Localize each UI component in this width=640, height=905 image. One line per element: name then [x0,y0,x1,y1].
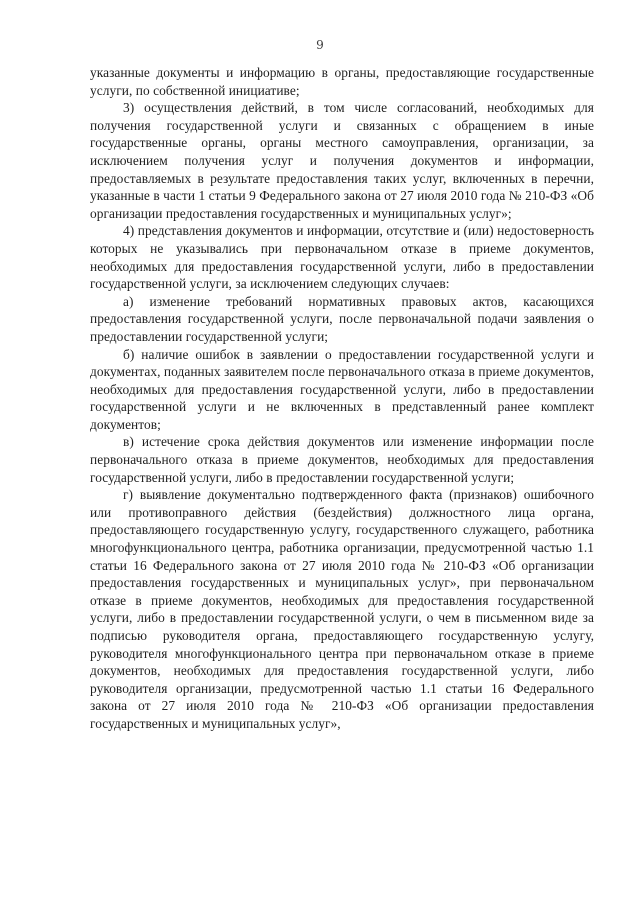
page-number: 9 [316,38,324,52]
paragraph-item-4: 4) представления документов и информации, отсутствие и (или) недостоверность которых не указывались при первоначальном отказе в приеме документов, необходимых для предоставления государственной услуги, либо в предоставлении государственной услуги, за исключением следующих случаев: [90,223,594,292]
paragraph-continuation: указанные документы и информацию в органы, предоставляющие государственные услуги, по собственной инициативе; [90,65,594,98]
paragraph-subitem-g: г) выявление документально подтвержденного факта (признаков) ошибочного или противоправного действия (бездействия) должностного лица органа, предоставляющего государственную услугу, государственного служащего, работника многофункционального центра, работника организации, предусмотренной частью 1.1 статьи 16 Федерального закона от 27 июля 2010 года № 210-ФЗ «Об организации предоставления государственных и муниципальных услуг», при первоначальном отказе в приеме документов, необходимых для предоставления государственной услуги, либо в предоставлении государственной услуги, о чем в письменном виде за подписью руководителя органа, предоставляющего государственную услугу, руководителя многофункционального центра при первоначальном отказе в приеме документов, необходимых для предоставления государственной услуги, либо руководителя организации, предусмотренной частью 1.1 статьи 16 Федерального закона от 27 июля 2010 года № 210-ФЗ «Об организации предоставления государственных и муниципальных услуг», [90,487,594,731]
paragraph-subitem-v: в) истечение срока действия документов или изменение информации после первоначального отказа в приеме документов, необходимых для предоставления государственной услуги, либо в предоставлении государственной услуги; [90,434,594,485]
paragraph-subitem-a: а) изменение требований нормативных правовых актов, касающихся предоставления государственной услуги, после первоначальной подачи заявления о предоставлении государственной услуги; [90,293,594,344]
paragraph-item-3: 3) осуществления действий, в том числе согласований, необходимых для получения государственной услуги и связанных с обращением в иные государственные органы, органы местного самоуправления, организации, за исключением получения услуг и получения документов и информации, предоставляемых в результате предоставления таких услуг, включенных в перечни, указанные в части 1 статьи 9 Федерального закона от 27 июля 2010 года № 210-ФЗ «Об организации предоставления государственных и муниципальных услуг»; [90,100,594,221]
document-body [90,64,594,733]
paragraph-subitem-b: б) наличие ошибок в заявлении о предоставлении государственной услуги и документах, поданных заявителем после первоначального отказа в приеме документов, необходимых для предоставления государственной услуги, либо в предоставлении государственной услуги и не включенных в представленный ранее комплект документов; [90,346,594,432]
